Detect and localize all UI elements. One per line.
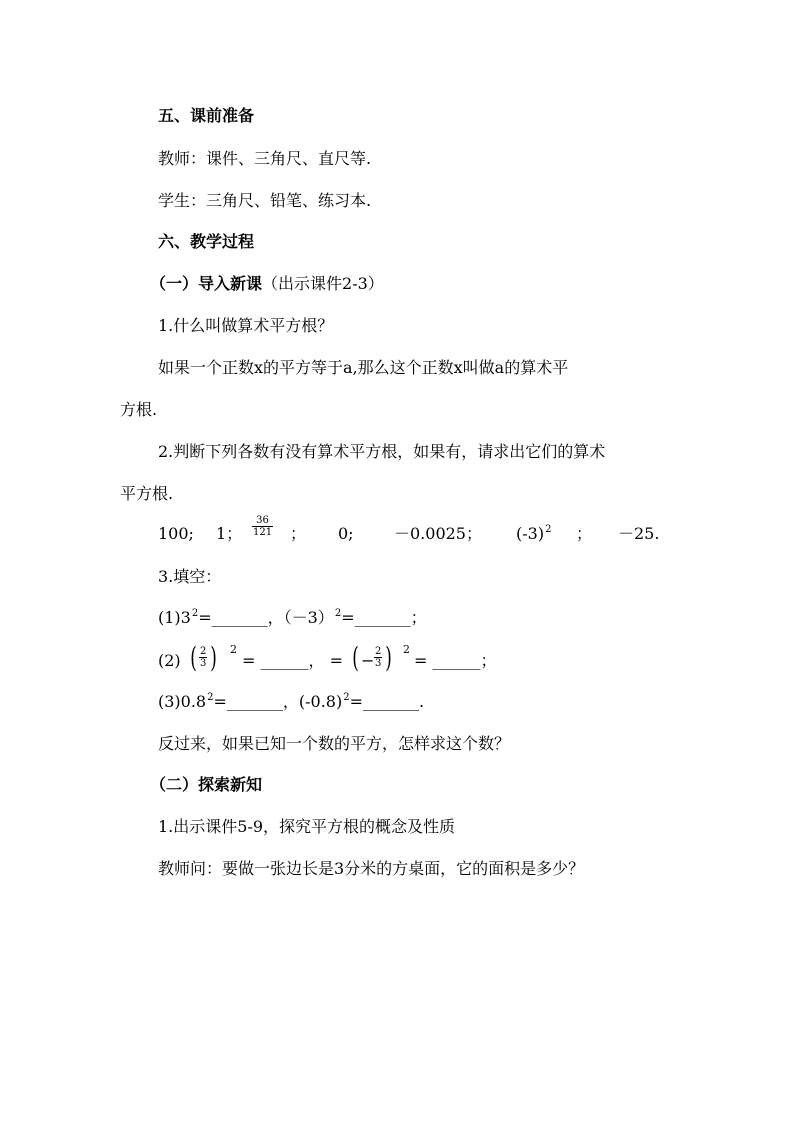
separator: ；	[576, 524, 593, 543]
exponent: 2	[545, 524, 552, 535]
paren-close: )	[385, 641, 392, 674]
fill3-part-a: (3)0.8	[158, 692, 207, 711]
fraction-2-3	[374, 646, 382, 669]
fill3-part-b: =_______，(-0.8)	[213, 692, 343, 711]
number-list	[158, 515, 678, 548]
teacher-prep-line: 教师：课件、三角尺、直尺等.	[158, 149, 372, 168]
fill2-end: = ______；	[414, 651, 497, 670]
question-3: 3.填空：	[158, 567, 222, 586]
question-1: 1.什么叫做算术平方根？	[158, 316, 334, 335]
intro-title: （一）导入新课	[150, 274, 263, 293]
fraction-denominator: 3	[200, 658, 207, 669]
explore-item-1: 1.出示课件5-9，探究平方根的概念及性质	[158, 817, 456, 836]
question-1-answer-a: 如果一个正数x的平方等于a,那么这个正数x叫做a的算术平	[158, 358, 569, 377]
number-neg-0-0025: －0.0025；	[394, 524, 482, 543]
fraction-36-121	[252, 515, 273, 538]
fraction-denominator: 121	[253, 527, 273, 538]
number-0: 0;	[338, 524, 354, 543]
exponent: 2	[230, 643, 237, 656]
paren-open: (	[190, 641, 197, 674]
teacher-question: 教师问：要做一张边长是3分米的方桌面，它的面积是多少？	[158, 859, 585, 878]
fill1-part-c: =_______；	[341, 608, 427, 627]
paren-open: (	[352, 641, 359, 674]
intro-note: （出示课件2-3）	[262, 274, 384, 293]
fill-blank-1	[158, 608, 427, 631]
fraction-denominator: 3	[375, 658, 382, 669]
exponent: 2	[334, 608, 342, 619]
section-title-prep: 五、课前准备	[158, 106, 255, 125]
base: (-3)	[516, 524, 545, 543]
fill1-part-b: =_______，（－3）	[198, 608, 334, 627]
number-100: 100;	[158, 524, 194, 543]
number-neg3-squared	[516, 524, 551, 547]
fill3-part-c: =_______.	[349, 692, 425, 711]
section-title-process: 六、教学过程	[158, 232, 255, 251]
intro-heading	[150, 274, 384, 294]
exponent: 2	[207, 692, 214, 703]
fill-blank-2	[158, 642, 518, 680]
student-prep-line: 学生：三角尺、铅笔、练习本.	[158, 191, 372, 210]
fraction-2-3	[199, 646, 207, 669]
exponent: 2	[403, 643, 410, 656]
number-1: 1；	[216, 524, 243, 543]
fraction-numerator: 2	[200, 646, 207, 657]
exponent: 2	[343, 692, 350, 703]
section-title-explore: （二）探索新知	[150, 775, 263, 794]
fill1-part-a: (1)3	[158, 608, 191, 627]
question-1-answer-b: 方根.	[120, 400, 158, 419]
fill2-middle: = ______， =	[242, 651, 343, 670]
fill-blank-3	[158, 692, 424, 715]
separator: ；	[290, 524, 307, 543]
fraction-numerator: 2	[375, 646, 382, 657]
paren-close: )	[210, 641, 217, 674]
minus-sign: −	[361, 651, 375, 670]
fill2-label: (2)	[158, 651, 181, 670]
question-2-a: 2.判断下列各数有没有算术平方根，如果有，请求出它们的算术	[158, 442, 606, 461]
exponent: 2	[191, 608, 199, 619]
fraction-numerator: 36	[252, 515, 273, 527]
reverse-question: 反过来，如果已知一个数的平方，怎样求这个数？	[158, 734, 511, 753]
number-neg-25: －25.	[618, 524, 660, 543]
question-2-b: 平方根.	[120, 484, 174, 503]
